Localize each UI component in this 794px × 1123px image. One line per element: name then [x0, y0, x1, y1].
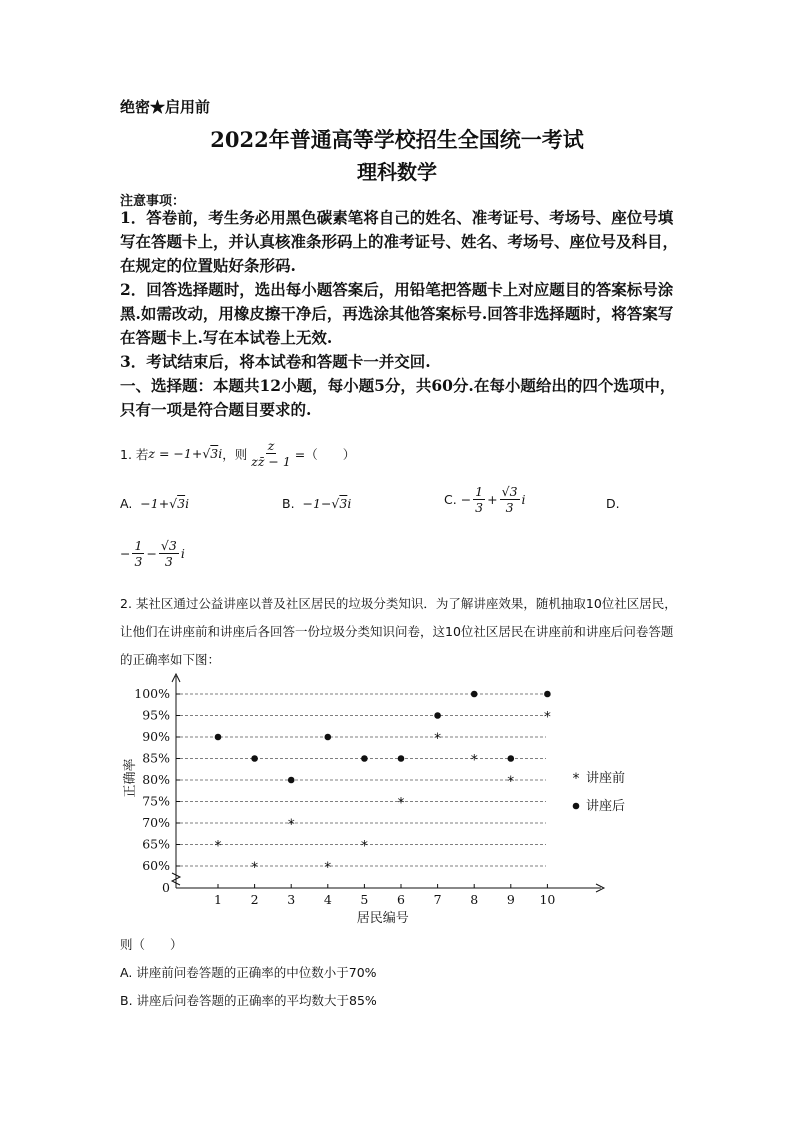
y-tick-label: 0: [162, 880, 170, 895]
x-tick-label: 5: [360, 892, 369, 907]
before-point: *: [470, 752, 478, 769]
q2-option-a: A. 讲座前问卷答题的正确率的中位数小于70%: [120, 965, 377, 980]
option-d-f1-num: 1: [134, 538, 143, 553]
after-point: [471, 691, 478, 698]
q1-then: ，则: [222, 446, 248, 462]
legend-after-marker: [573, 803, 580, 810]
option-c-frac2: [500, 484, 520, 515]
x-tick-label: 3: [287, 892, 296, 907]
option-c-f2-den: 3: [505, 500, 514, 515]
q1-option-b: B. −1− √3 i: [282, 496, 352, 511]
q1-option-c: [444, 484, 526, 515]
question-1: 1. 若 z = −1+ √3 i ，则 $\frac{z}{zz̄ - 1}$ =（ ）: [120, 438, 356, 469]
option-b-label: B.: [282, 496, 295, 511]
q2-then: 则（ ）: [120, 937, 183, 952]
y-tick-label: 90%: [142, 729, 170, 744]
after-point: [398, 755, 405, 762]
option-c-f1-den: 3: [475, 500, 484, 515]
notice-item-3: 3．考试结束后，将本试卷和答题卡一并交回.: [120, 352, 431, 371]
question-2: 2. 某社区通过公益讲座以普及社区居民的垃圾分类知识．为了解讲座效果，随机抽取10位社区居民，让他们在讲座前和讲座后各回答一份垃圾分类知识问卷，这10位社区居民在讲座前和讲座后问卷答题的正确率如下图：: [120, 596, 677, 667]
before-point: *: [507, 774, 515, 790]
after-point: [325, 734, 332, 741]
after-point: [361, 755, 368, 762]
option-a-label: A.: [120, 496, 133, 511]
notice-heading: 注意事项：: [120, 194, 186, 209]
before-point: *: [287, 817, 295, 833]
y-tick-label: 75%: [142, 793, 170, 809]
y-tick-label: 65%: [142, 836, 170, 852]
option-c-label: C.: [444, 492, 457, 507]
y-tick-label: 80%: [142, 772, 170, 787]
secret-label: 绝密★启用前: [120, 98, 211, 116]
x-axis-label: 居民编号: [356, 911, 409, 926]
q1-option-a: A. −1+ √3 i: [120, 496, 190, 511]
after-point: [215, 734, 222, 741]
option-c-plus: +: [487, 492, 498, 507]
x-tick-label: 2: [250, 892, 259, 907]
before-point: *: [214, 838, 222, 855]
option-c-frac1: [473, 484, 485, 515]
option-d-frac2: [159, 538, 179, 569]
notice-list: [120, 206, 680, 422]
option-d-f2-num: √3: [160, 538, 177, 553]
q1-option-d: [120, 538, 185, 569]
q1-frac-num: z: [267, 438, 275, 453]
q1-option-d-label: [606, 496, 620, 511]
q1-fraction: [249, 438, 293, 469]
notice-item-2: 2．回答选择题时，选出每小题答案后，用铅笔把答题卡上对应题目的答案标号涂黑.如需改动，用橡皮擦干净后，再选涂其他答案标号.回答非选择题时，将答案写在答题卡上.写在本试卷上无效.: [120, 280, 674, 347]
x-tick-label: 7: [433, 892, 442, 907]
section-heading: 一、选择题：本题共12小题，每小题5分，共60分.在每小题给出的四个选项中，只有一项是符合题目要求的.: [120, 376, 676, 419]
option-d-minus: −: [146, 546, 157, 561]
option-d-i: i: [180, 546, 185, 561]
exam-subtitle: 理科数学: [357, 160, 437, 184]
q1-condition: z = −1+: [148, 446, 203, 461]
q1-prefix: 1. 若: [120, 446, 149, 462]
x-tick-label: 8: [470, 892, 479, 907]
y-tick-label: 100%: [134, 686, 170, 701]
before-point: *: [324, 860, 332, 876]
y-tick-label: 85%: [142, 750, 170, 766]
before-point: *: [543, 709, 551, 726]
option-a-pre: −1+: [140, 496, 170, 511]
after-point: [508, 755, 515, 762]
y-tick-label: 95%: [142, 707, 170, 723]
after-point: [434, 712, 441, 719]
x-tick-label: 6: [397, 892, 405, 907]
before-point: *: [360, 838, 368, 855]
legend-before-label: 讲座前: [586, 771, 626, 786]
before-point: *: [434, 731, 442, 747]
option-c-sign: −: [460, 492, 472, 507]
option-a-i: i: [185, 496, 190, 511]
axis-break-mark: [172, 873, 180, 885]
x-tick-label: 10: [539, 892, 556, 907]
option-b-pre: −1−: [302, 496, 332, 511]
q1-sqrt: 3: [210, 446, 219, 461]
q1-frac-den: zz̄ − 1: [251, 454, 291, 469]
q2-option-b: B. 讲座后问卷答题的正确率的平均数大于85%: [120, 993, 377, 1008]
q1-tail: =（ ）: [294, 446, 356, 462]
after-point: [251, 755, 258, 762]
x-tick-label: 9: [506, 892, 515, 907]
y-tick-label: 60%: [142, 858, 170, 873]
option-d-f1-den: 3: [134, 554, 143, 569]
y-axis-label: 正确率: [123, 758, 138, 798]
option-c-i: i: [521, 492, 526, 507]
after-point: [288, 777, 295, 784]
scatter-chart: [116, 670, 676, 930]
option-c-f2-num: √3: [501, 484, 518, 499]
x-tick-label: 4: [323, 892, 332, 907]
option-a-sqrt: 3: [177, 496, 186, 511]
option-c-f1-num: 1: [475, 484, 484, 499]
y-tick-label: 70%: [142, 815, 170, 830]
q1-i: i: [218, 446, 223, 461]
option-d-label: D.: [606, 496, 620, 511]
exam-title: 2022年普通高等学校招生全国统一考试: [210, 127, 584, 152]
x-tick-label: 1: [214, 892, 222, 907]
legend-after-label: 讲座后: [586, 799, 626, 814]
option-d-frac1: [132, 538, 144, 569]
legend-before-marker: *: [572, 771, 580, 787]
option-b-sqrt: 3: [339, 496, 348, 511]
after-point: [544, 691, 551, 698]
option-d-sign: −: [120, 546, 131, 561]
option-d-f2-den: 3: [164, 554, 173, 569]
option-b-i: i: [347, 496, 352, 511]
notice-item-1: 1．答卷前，考生务必用黑色碳素笔将自己的姓名、准考证号、考场号、座位号填写在答题卡上，并认真核准条形码上的准考证号、姓名、考场号、座位号及科目，在规定的位置贴好条形码.: [120, 208, 679, 275]
before-point: *: [397, 795, 405, 812]
before-point: *: [251, 860, 259, 876]
